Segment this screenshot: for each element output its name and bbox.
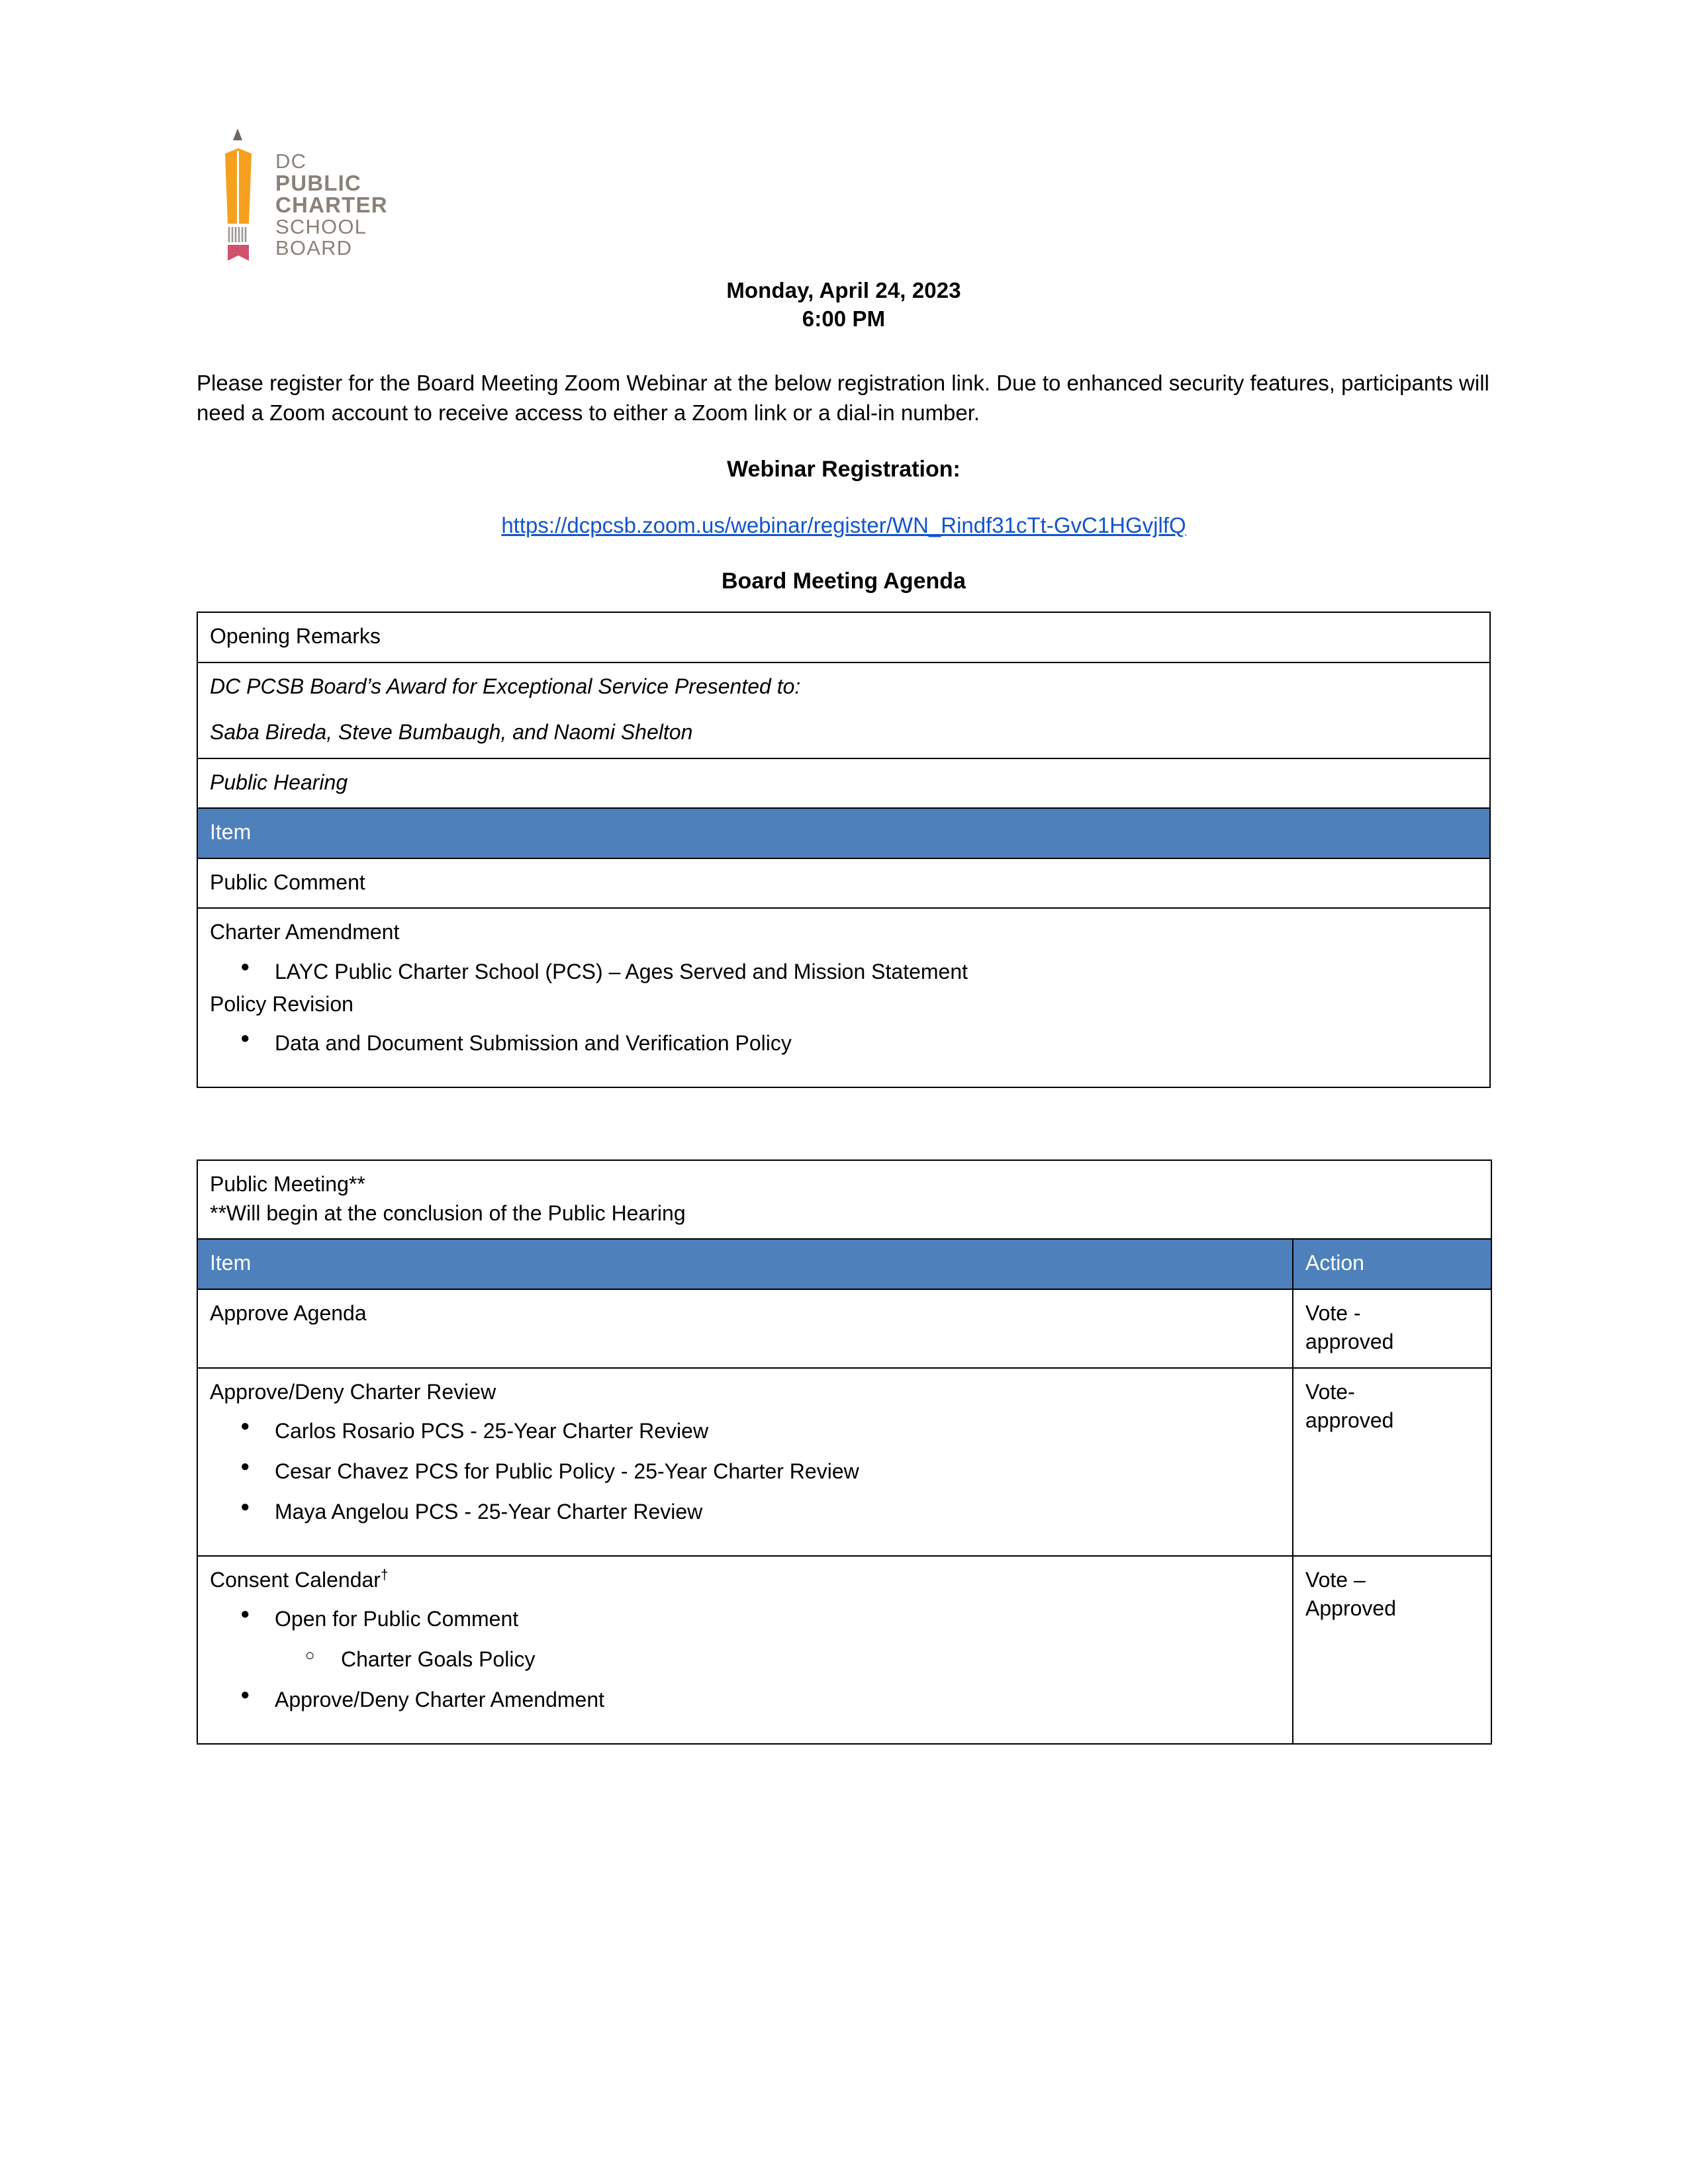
consent-calendar-title: Consent Calendar <box>210 1567 381 1592</box>
intro-paragraph: Please register for the Board Meeting Zoom Webinar at the below registration link. Due to enhanced security features, participants will need a Zoom account to receive access to either a Zoom link or a dial-in number. <box>197 370 1489 425</box>
cell-action-charter-review <box>1293 1368 1491 1556</box>
table-row-public-hearing-label <box>197 758 1490 809</box>
cell-approve-agenda <box>197 1289 1293 1368</box>
cell-public-comment: Public Comment <box>197 858 1490 909</box>
table-row-consent-calendar <box>197 1556 1491 1744</box>
cell-public-meeting-title <box>197 1160 1491 1239</box>
cell-consent-calendar <box>197 1556 1293 1744</box>
list-item: ● Data and Document Submission and Verification Policy <box>210 1029 1477 1058</box>
meeting-date-header <box>197 277 1491 334</box>
table-row-column-headers <box>197 1239 1491 1289</box>
action-line-2: Approved <box>1305 1596 1396 1621</box>
column-header-action: Action <box>1293 1239 1491 1289</box>
public-hearing-table <box>197 612 1491 1088</box>
public-meeting-title-line2: **Will begin at the conclusion of the Public Hearing <box>210 1201 686 1225</box>
webinar-registration-heading: Webinar Registration: <box>727 457 961 482</box>
award-spacer <box>210 701 1477 718</box>
policy-revision-bullets <box>210 1029 1477 1058</box>
action-line-1: Vote - <box>1305 1300 1361 1325</box>
column-header-item: Item <box>197 808 1490 858</box>
cell-action-approve-agenda <box>1293 1289 1491 1368</box>
consent-calendar-dagger: † <box>380 1567 389 1583</box>
agenda-heading: Board Meeting Agenda <box>722 569 966 594</box>
consent-calendar-title-wrapper <box>210 1566 1280 1595</box>
action-line-1: Vote – <box>1305 1567 1366 1592</box>
cell-tail-space <box>210 1718 1280 1733</box>
meeting-time: 6:00 PM <box>802 306 886 331</box>
table-row-public-meeting-title <box>197 1160 1491 1239</box>
action-line-2: approved <box>1305 1408 1394 1433</box>
charter-amendment-title: Charter Amendment <box>210 920 400 944</box>
policy-revision-title: Policy Revision <box>210 991 353 1016</box>
table-row-charter-amendment <box>197 908 1490 1087</box>
list-item <box>210 1605 1280 1674</box>
list-item: ● LAYC Public Charter School (PCS) – Ages Served and Mission Statement <box>210 958 1477 986</box>
registration-link-wrapper <box>197 513 1491 538</box>
cell-tail-space <box>210 1530 1280 1545</box>
logo-line-charter: CHARTER <box>275 193 388 218</box>
award-recipients-text: Saba Bireda, Steve Bumbaugh, and Naomi Shelton <box>210 720 693 745</box>
cell-charter-amendment <box>197 908 1490 1087</box>
cell-tail-space <box>210 1328 1280 1342</box>
cell-opening-remarks: Opening Remarks <box>197 612 1490 662</box>
action-line-1: Vote- <box>1305 1379 1355 1404</box>
action-line-2: approved <box>1305 1330 1394 1354</box>
registration-link[interactable]: https://dcpcsb.zoom.us/webinar/register/WN_Rindf31cTt-GvC1HGvjlfQ <box>501 513 1186 538</box>
cell-action-consent-calendar <box>1293 1556 1491 1744</box>
meeting-date: Monday, April 24, 2023 <box>726 278 961 302</box>
document-body <box>197 0 1491 1745</box>
table-row-approve-agenda <box>197 1289 1491 1368</box>
list-item: ● Carlos Rosario PCS - 25-Year Charter Review <box>210 1417 1280 1445</box>
cell-tail-space <box>210 1062 1477 1076</box>
logo-line-dc: DC <box>275 150 307 173</box>
charter-amendment-bullets <box>210 958 1477 986</box>
list-item: ● Approve/Deny Charter Amendment <box>210 1686 1280 1714</box>
logo-line-public: PUBLIC <box>275 170 362 195</box>
cell-charter-review <box>197 1368 1293 1556</box>
list-item: ● Maya Angelou PCS - 25-Year Charter Review <box>210 1498 1280 1526</box>
public-meeting-title-line1: Public Meeting** <box>210 1172 365 1197</box>
award-intro-text: DC PCSB Board’s Award for Exceptional Service Presented to: <box>210 674 801 698</box>
table-row-item-header <box>197 808 1490 858</box>
charter-review-title: Approve/Deny Charter Review <box>210 1379 496 1404</box>
table-row-public-comment <box>197 858 1490 909</box>
list-item-label: Open for Public Comment <box>275 1607 519 1631</box>
table-row-opening-remarks <box>197 612 1490 662</box>
cell-award <box>197 662 1490 758</box>
table-row-charter-review <box>197 1368 1491 1556</box>
consent-calendar-bullets <box>210 1605 1280 1714</box>
logo-line-board: BOARD <box>275 236 353 259</box>
list-item: ● Cesar Chavez PCS for Public Policy - 25-Year Charter Review <box>210 1457 1280 1486</box>
cell-public-hearing-label: Public Hearing <box>197 758 1490 809</box>
approve-agenda-title: Approve Agenda <box>210 1300 367 1325</box>
list-item: ○ Charter Goals Policy <box>275 1645 1280 1674</box>
consent-calendar-sub-bullets <box>275 1645 1280 1674</box>
logo-line-school: SCHOOL <box>275 214 367 238</box>
charter-review-bullets <box>210 1417 1280 1526</box>
public-meeting-table <box>197 1160 1492 1745</box>
column-header-item: Item <box>197 1239 1293 1289</box>
table-row-award <box>197 662 1490 758</box>
